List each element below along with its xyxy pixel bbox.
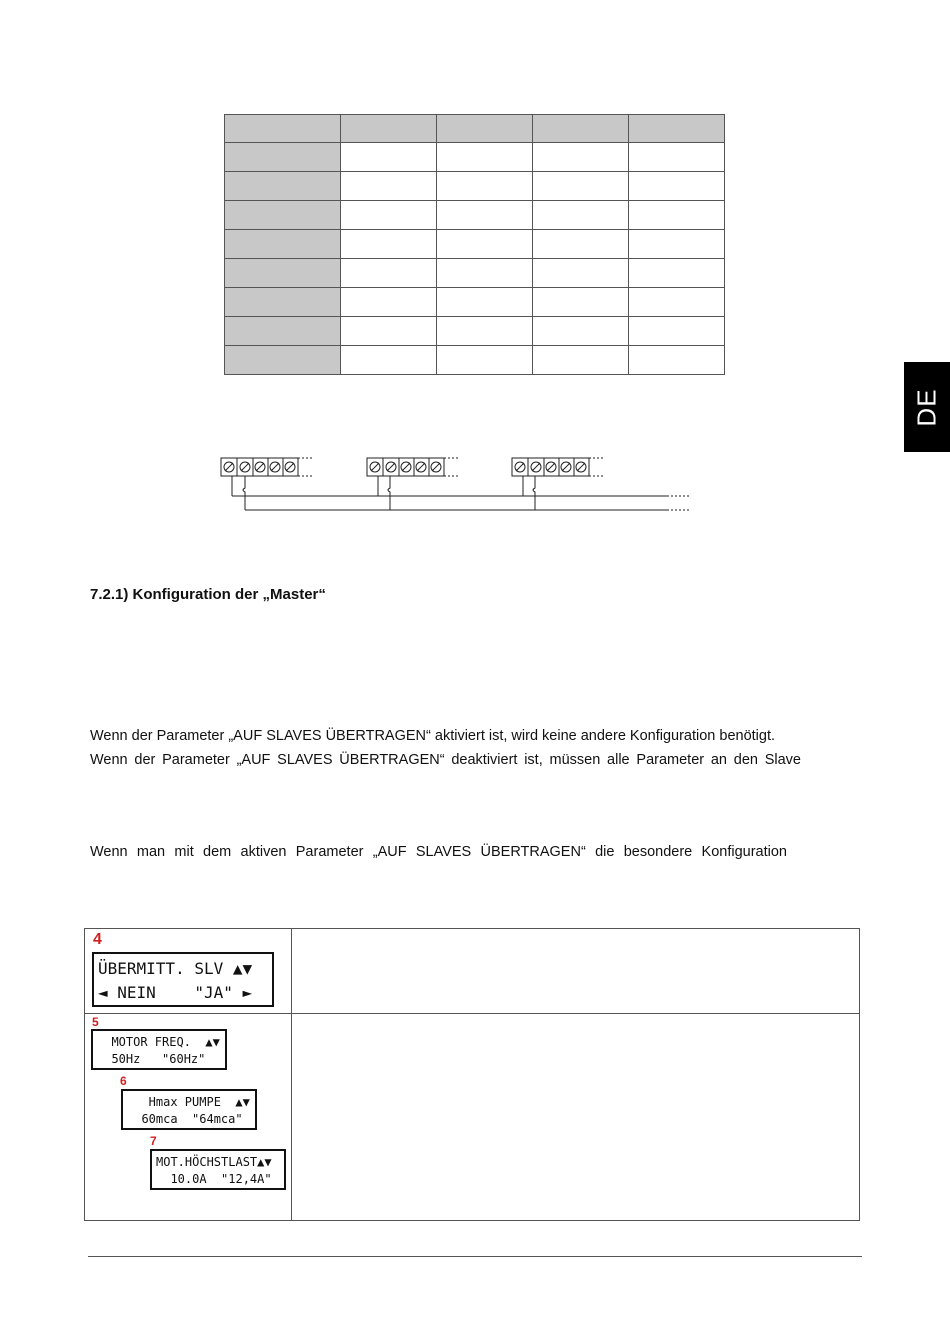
wiring-diagram	[215, 452, 700, 522]
grid-cell	[533, 346, 629, 375]
lcd-display-step6	[121, 1089, 257, 1130]
lcd-line-1: MOTOR FREQ. ▲▼	[97, 1035, 220, 1049]
lcd-display-step4	[92, 952, 274, 1007]
grid-cell	[225, 317, 341, 346]
grid-cell	[629, 201, 725, 230]
grid-cell	[533, 288, 629, 317]
bus-wires	[232, 476, 689, 510]
language-tab	[904, 362, 950, 452]
grid-cell	[225, 172, 341, 201]
paragraph-3: Wenn man mit dem aktiven Parameter „AUF SLAVES ÜBERTRAGEN“ die besondere Konfiguration	[90, 844, 787, 860]
terminal-block-2	[367, 458, 459, 476]
lcd-line-2: 50Hz "60Hz"	[97, 1052, 206, 1066]
grid-cell	[629, 317, 725, 346]
grid-cell	[629, 288, 725, 317]
grid-cell	[437, 115, 533, 143]
parameter-grid-table	[224, 114, 725, 375]
grid-row	[225, 317, 725, 346]
grid-cell	[533, 317, 629, 346]
grid-row	[225, 346, 725, 375]
grid-cell	[533, 259, 629, 288]
footer-rule	[88, 1256, 862, 1257]
grid-cell	[533, 230, 629, 259]
grid-cell	[225, 259, 341, 288]
grid-row	[225, 230, 725, 259]
grid-cell	[437, 201, 533, 230]
grid-cell	[341, 230, 437, 259]
grid-cell	[533, 172, 629, 201]
step-number-4: 4	[93, 931, 102, 948]
grid-cell	[437, 172, 533, 201]
section-heading: 7.2.1) Konfiguration der „Master“	[90, 586, 326, 603]
grid-row	[225, 259, 725, 288]
grid-cell	[225, 115, 341, 143]
grid-cell	[533, 201, 629, 230]
lcd-line-1: ÜBERMITT. SLV ▲▼	[98, 959, 253, 978]
grid-cell	[225, 201, 341, 230]
paragraph-1: Wenn der Parameter „AUF SLAVES ÜBERTRAGEN“ aktiviert ist, wird keine andere Konfiguration benötigt.	[90, 728, 776, 744]
grid-cell	[341, 172, 437, 201]
terminal-block-3	[512, 458, 604, 476]
grid-cell	[341, 317, 437, 346]
grid-cell	[437, 259, 533, 288]
grid-cell	[437, 288, 533, 317]
grid-cell	[629, 259, 725, 288]
step-number-6: 6	[120, 1074, 127, 1088]
grid-cell	[225, 230, 341, 259]
display-steps-table	[84, 928, 860, 1221]
grid-cell	[533, 143, 629, 172]
grid-cell	[629, 143, 725, 172]
grid-row	[225, 172, 725, 201]
grid-cell	[629, 346, 725, 375]
grid-cell	[437, 317, 533, 346]
grid-cell	[437, 346, 533, 375]
grid-row	[225, 115, 725, 143]
grid-row	[225, 288, 725, 317]
lcd-line-2: 10.0A "12,4A"	[156, 1172, 272, 1186]
lcd-line-2: 60mca "64mca"	[127, 1112, 243, 1126]
grid-cell	[225, 143, 341, 172]
grid-cell	[341, 115, 437, 143]
step-number-7: 7	[150, 1134, 157, 1148]
grid-cell	[225, 288, 341, 317]
grid-cell	[341, 346, 437, 375]
lcd-line-2: ◄ NEIN "JA" ►	[98, 983, 253, 1002]
grid-cell	[533, 115, 629, 143]
lcd-display-step5	[91, 1029, 227, 1070]
lcd-line-1: MOT.HÖCHSTLAST▲▼	[156, 1155, 272, 1169]
language-tab-label: DE	[911, 387, 942, 427]
grid-cell	[437, 143, 533, 172]
grid-row	[225, 201, 725, 230]
lcd-line-1: Hmax PUMPE ▲▼	[127, 1095, 250, 1109]
grid-row	[225, 143, 725, 172]
paragraph-2: Wenn der Parameter „AUF SLAVES ÜBERTRAGEN“ deaktiviert ist, müssen alle Parameter an den Slave	[90, 752, 801, 768]
grid-cell	[341, 288, 437, 317]
lcd-display-step7	[150, 1149, 286, 1190]
grid-cell	[341, 259, 437, 288]
grid-cell	[341, 201, 437, 230]
grid-cell	[437, 230, 533, 259]
terminal-block-1	[221, 458, 313, 476]
grid-cell	[341, 143, 437, 172]
grid-cell	[225, 346, 341, 375]
grid-cell	[629, 115, 725, 143]
step-number-5: 5	[92, 1015, 99, 1029]
grid-cell	[629, 230, 725, 259]
grid-cell	[629, 172, 725, 201]
